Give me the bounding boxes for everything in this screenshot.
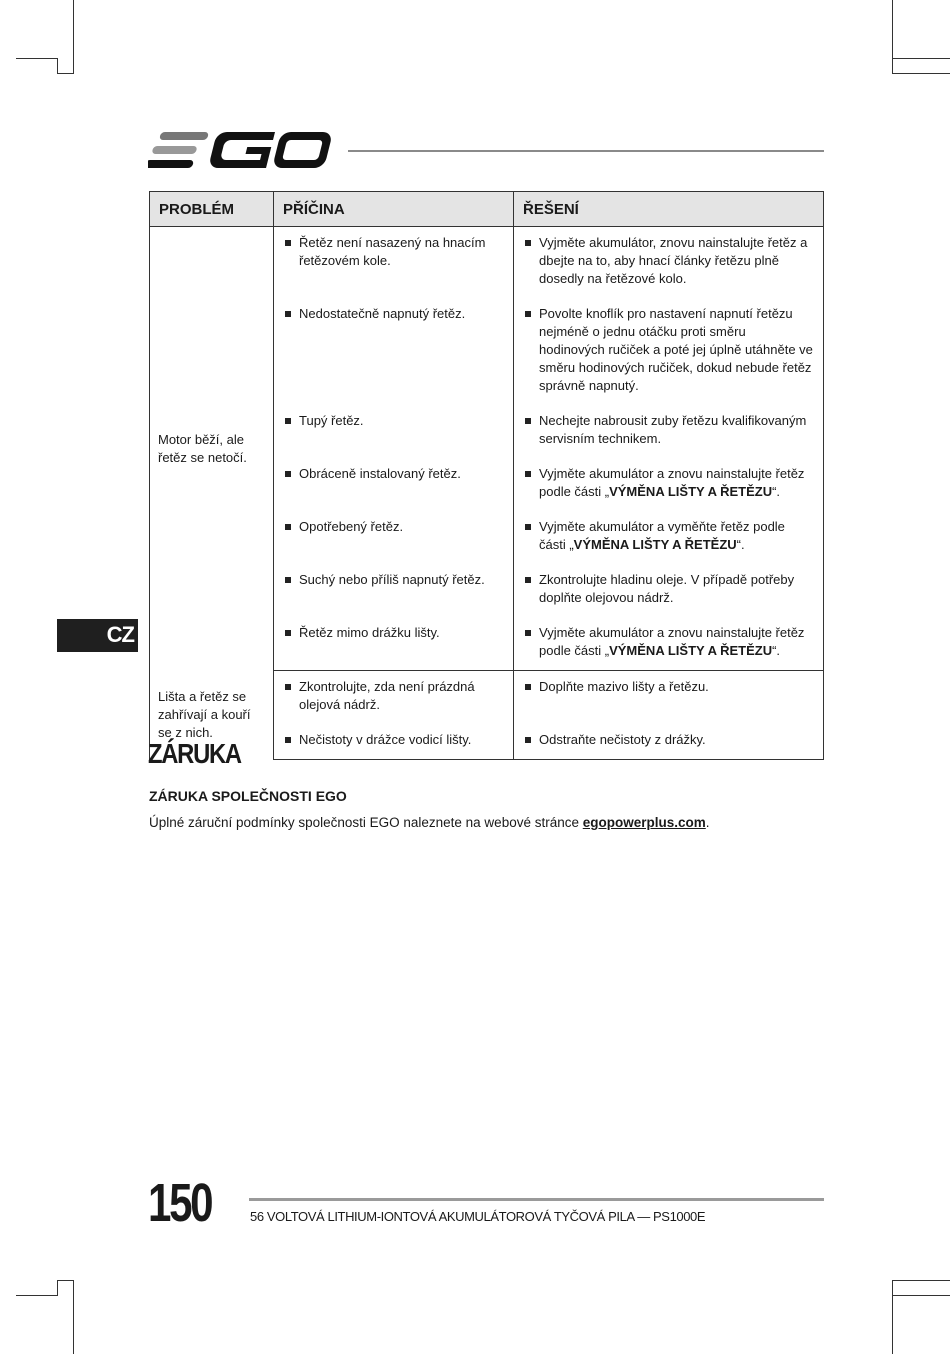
column-header-cause: PŘÍČINA [274,192,514,227]
square-bullet-icon [525,311,531,317]
ego-logo [148,128,332,172]
cause-cell [274,724,514,760]
solution-cell [514,617,824,671]
square-bullet-icon [525,240,531,246]
cause-item [283,731,505,749]
square-bullet-icon [285,630,291,636]
square-bullet-icon [525,737,531,743]
solution-item [523,678,815,696]
solution-item [523,518,815,554]
table-header-row [150,192,824,227]
solution-reference: VÝMĚNA LIŠTY A ŘETĚZU [573,537,737,552]
column-header-problem: PROBLÉM [150,192,274,227]
square-bullet-icon [285,737,291,743]
solution-text [539,465,815,501]
solution-text-part: “. [772,643,781,658]
square-bullet-icon [285,524,291,530]
cause-item [283,412,505,430]
cause-text: Zkontrolujte, zda není prázdná olejová nádrž. [299,679,475,712]
square-bullet-icon [285,240,291,246]
square-bullet-icon [285,471,291,477]
crop-mark [892,1280,893,1354]
solution-item [523,571,815,607]
crop-mark [58,73,74,74]
solution-cell [514,298,824,405]
square-bullet-icon [525,418,531,424]
cause-item [283,571,505,589]
solution-reference: VÝMĚNA LIŠTY A ŘETĚZU [609,484,773,499]
solution-text [539,731,706,749]
square-bullet-icon [285,418,291,424]
solution-text-part: Vyjměte akumulátor a znovu nainstalujte řetěz podle části „ [539,625,805,658]
square-bullet-icon [525,524,531,530]
solution-cell [514,458,824,511]
solution-text-part: Povolte knoflík pro nastavení napnutí řetězu nejméně o jednu otáčku proti směru hodinových ručiček a poté jej úplně utáhněte ve směru hodinových ručiček, dokud nebude řetěz správně napnutý. [539,306,813,393]
crop-mark [892,1280,950,1281]
solution-item [523,624,815,660]
solution-text-part: “. [772,484,781,499]
cause-cell [274,227,514,299]
cause-text: Nedostatečně napnutý řetěz. [299,306,466,321]
cause-cell [274,511,514,564]
cause-cell [274,458,514,511]
crop-mark [16,58,58,59]
square-bullet-icon [285,577,291,583]
solution-cell [514,227,824,299]
solution-text [539,412,815,448]
solution-text [539,234,815,288]
solution-item [523,731,815,749]
crop-mark [73,1280,74,1354]
footer-rule [249,1198,824,1201]
solution-cell [514,511,824,564]
table-body [150,227,824,760]
solution-cell [514,724,824,760]
warranty-text [149,815,710,830]
problem-cell: Lišta a řetěz se zahřívají a kouří se z nich. [150,671,274,760]
solution-text-part: Vyjměte akumulátor a vyměňte řetěz podle části „ [539,519,785,552]
solution-text-part: Vyjměte akumulátor a znovu nainstalujte řetěz podle části „ [539,466,805,499]
cause-text: Tupý řetěz. [299,413,364,428]
section-subtitle: ZÁRUKA SPOLEČNOSTI EGO [149,788,347,804]
crop-mark [892,73,950,74]
cause-text: Řetěz mimo drážku lišty. [299,625,440,640]
solution-item [523,465,815,501]
solution-text-part: Zkontrolujte hladinu oleje. V případě potřeby doplňte olejovou nádrž. [539,572,795,605]
solution-text-part: Doplňte mazivo lišty a řetězu. [539,679,709,694]
solution-text [539,624,815,660]
solution-text-part: Nechejte nabrousit zuby řetězu kvalifikovaným servisním technikem. [539,413,807,446]
cause-text: Obráceně instalovaný řetěz. [299,466,461,481]
solution-item [523,412,815,448]
square-bullet-icon [285,311,291,317]
cause-text: Řetěz není nasazený na hnacím řetězovém kole. [299,235,486,268]
solution-cell [514,671,824,725]
cause-cell [274,617,514,671]
cause-item [283,305,505,323]
crop-mark [57,58,58,74]
solution-item [523,305,815,395]
cause-cell [274,671,514,725]
solution-reference: VÝMĚNA LIŠTY A ŘETĚZU [609,643,773,658]
crop-mark [16,1295,58,1296]
warranty-text-before: Úplné záruční podmínky společnosti EGO naleznete na webové stránce [149,815,583,830]
solution-text [539,571,815,607]
solution-text [539,518,815,554]
solution-text-part: Odstraňte nečistoty z drážky. [539,732,706,747]
cause-cell [274,564,514,617]
square-bullet-icon [525,471,531,477]
problem-cell: Motor běží, ale řetěz se netočí. [150,227,274,671]
crop-mark [57,1280,58,1296]
warranty-text-after: . [705,815,710,830]
cause-text: Suchý nebo příliš napnutý řetěz. [299,572,485,587]
footer-text: 56 VOLTOVÁ LITHIUM-IONTOVÁ AKUMULÁTOROVÁ TYČOVÁ PILA — PS1000E [250,1209,706,1224]
section-title: ZÁRUKA [148,738,241,769]
solution-cell [514,405,824,458]
crop-mark [73,0,74,74]
troubleshooting-table [149,191,824,760]
cause-item [283,465,505,483]
cause-item [283,678,505,714]
cause-item [283,234,505,270]
crop-mark [58,1280,74,1281]
square-bullet-icon [525,577,531,583]
crop-mark [892,0,893,74]
square-bullet-icon [525,684,531,690]
solution-text-part: “. [736,537,745,552]
column-header-solution: ŘEŠENÍ [514,192,824,227]
cause-item [283,624,505,642]
warranty-link[interactable]: egopowerplus.com [582,815,706,830]
cause-text: Nečistoty v drážce vodicí lišty. [299,732,472,747]
crop-mark [892,58,950,59]
table-row [150,227,824,299]
crop-mark [892,1295,950,1296]
solution-text [539,305,815,395]
solution-item [523,234,815,288]
cause-item [283,518,505,536]
page-number: 150 [148,1173,212,1233]
cause-cell [274,405,514,458]
cause-text: Opotřebený řetěz. [299,519,404,534]
solution-text-part: Vyjměte akumulátor, znovu nainstalujte řetěz a dbejte na to, aby hnací články řetězu plně dosedly na řetězové kolo. [539,235,808,286]
language-tab: CZ [57,619,138,652]
solution-text [539,678,709,696]
square-bullet-icon [285,684,291,690]
solution-cell [514,564,824,617]
cause-cell [274,298,514,405]
square-bullet-icon [525,630,531,636]
table-row [150,671,824,725]
header-rule [348,150,824,152]
